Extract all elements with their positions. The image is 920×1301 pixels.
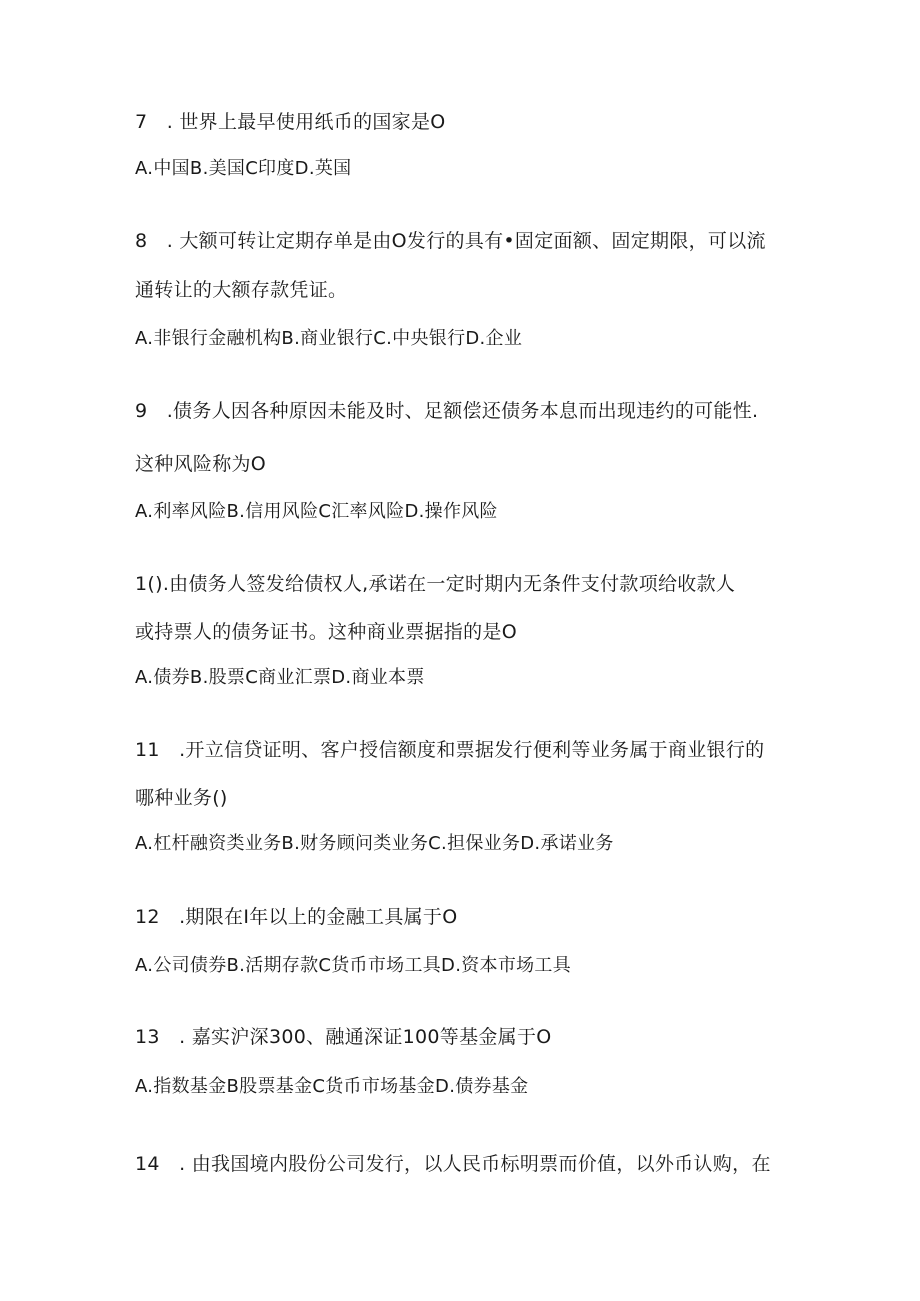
question-9-line-2: 这种风险称为O [135,453,267,475]
question-12-line-1: 12 .期限在I年以上的金融工具属于O [135,906,458,928]
question-8-options: A.非银行金融机构B.商业银行C.中央银行D.企业 [135,328,523,349]
question-8-line-1: 8 . 大额可转让定期存单是由O发行的具有•固定面额、固定期限，可以流 [135,230,766,252]
question-9-line-1: 9 .债务人因各种原因未能及时、足额偿还债务本息而出现违约的可能性. [135,400,759,422]
question-12-options: A.公司债券B.活期存款C货币市场工具D.资本市场工具 [135,955,572,976]
question-13-options: A.指数基金B股票基金C货币市场基金D.债券基金 [135,1076,529,1097]
question-14-line-1: 14 . 由我国境内股份公司发行，以人民币标明票而价值，以外币认购，在 [135,1153,771,1175]
question-10-options: A.债券B.股票C商业汇票D.商业本票 [135,667,425,688]
question-7-line-1: 7 . 世界上最早使用纸币的国家是O [135,111,446,133]
question-11-line-2: 哪种业务() [135,787,228,809]
question-10-line-2: 或持票人的债务证书。这种商业票据指的是O [135,621,517,643]
question-7-options: A.中国B.美国C印度D.英国 [135,158,352,179]
question-11-options: A.杠杆融资类业务B.财务顾问类业务C.担保业务D.承诺业务 [135,833,614,854]
question-8-line-2: 通转让的大额存款凭证。 [135,279,348,301]
question-13-line-1: 13 . 嘉实沪深300、融通深证100等基金属于O [135,1026,552,1048]
question-11-line-1: 11 .开立信贷证明、客户授信额度和票据发行便利等业务属于商业银行的 [135,739,765,761]
question-9-options: A.利率风险B.信用风险C汇率风险D.操作风险 [135,501,498,522]
question-10-line-1: 1().由债务人签发给债权人,承诺在一定时期内无条件支付款项给收款人 [135,573,736,595]
